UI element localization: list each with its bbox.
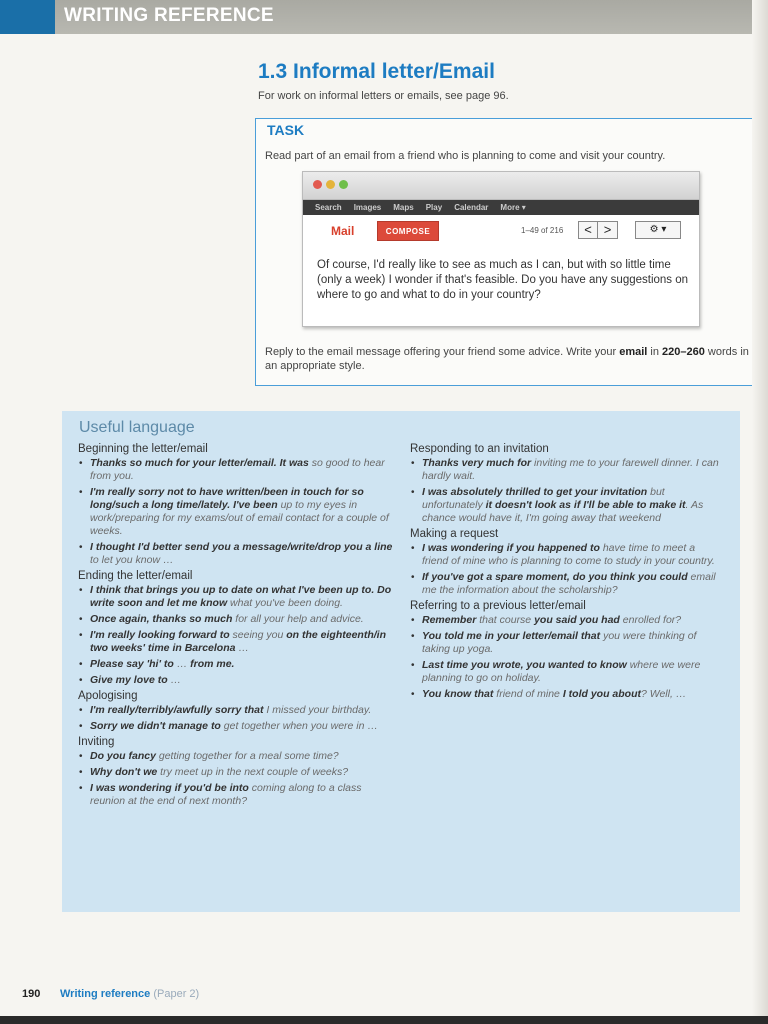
phrase-item: • I'm really sorry not to have written/been in touch for so long/such a long time/lately. I've been up to my eyes in work/preparing for my exams/out of email contact for a couple of weeks.	[78, 486, 398, 538]
phrase-item: • Last time you wrote, you wanted to know where we were planning to go on holiday.	[410, 659, 722, 685]
category-heading: Making a request	[410, 528, 499, 540]
phrase-item: • I was wondering if you'd be into coming along to a class reunion at the end of next month?	[78, 782, 398, 808]
minimize-dot-icon[interactable]	[326, 180, 335, 189]
phrase-item: • Once again, thanks so much for all your help and advice.	[78, 613, 398, 626]
phrase-item: • Do you fancy getting together for a meal some time?	[78, 750, 398, 763]
task-instruction: Read part of an email from a friend who is planning to come and visit your country.	[265, 150, 666, 162]
phrase-item: • I think that brings you up to date on what I've been up to. Do write soon and let me know what you've been doing.	[78, 584, 398, 610]
nav-play[interactable]: Play	[425, 203, 443, 212]
task-box	[255, 118, 768, 386]
phrase-item: • I'm really/terribly/awfully sorry that I missed your birthday.	[78, 704, 398, 717]
task-reply-instruction: Reply to the email message offering your friend some advice. Write your email in 220–260 words in an appropriate style.	[265, 346, 749, 372]
phrase-list	[78, 584, 398, 687]
phrase-item: • Remember that course you said you had enrolled for?	[410, 614, 722, 627]
settings-gear-icon[interactable]: ⚙ ▾	[635, 221, 681, 239]
phrase-item: • You know that friend of mine I told you about? Well, …	[410, 688, 722, 701]
category-heading: Ending the letter/email	[78, 570, 193, 582]
phrase-item: • I was wondering if you happened to have time to meet a friend of mine who is planning to come to study in your country.	[410, 542, 722, 568]
compose-button[interactable]: COMPOSE	[377, 221, 439, 241]
email-message-body: Of course, I'd really like to see as much as I can, but with so little time (only a week) I wonder if that's feasible. Do you have any suggestions on where to go and what to do in your country?	[317, 259, 689, 301]
phrase-item: • Why don't we try meet up in the next couple of weeks?	[78, 766, 398, 779]
phrase-list	[410, 542, 722, 597]
nav-search[interactable]: Search	[315, 203, 342, 212]
prev-page-icon[interactable]: <	[578, 221, 598, 239]
category-heading: Apologising	[78, 690, 138, 702]
pager	[578, 221, 618, 239]
footer-reference: Writing reference (Paper 2)	[60, 988, 200, 1000]
page-edge-shadow	[752, 0, 768, 1024]
page-number: 190	[22, 988, 41, 1000]
header-tab-accent	[0, 0, 55, 34]
phrase-item: • Thanks very much for inviting me to your farewell dinner. I can hardly wait.	[410, 457, 722, 483]
mail-toolbar	[303, 215, 699, 251]
maximize-dot-icon[interactable]	[339, 180, 348, 189]
header-title: WRITING REFERENCE	[64, 5, 274, 26]
mail-label[interactable]: Mail	[331, 224, 355, 238]
phrase-list	[78, 750, 398, 808]
phrase-item: • You told me in your letter/email that you were thinking of taking up yoga.	[410, 630, 722, 656]
email-window	[302, 171, 700, 327]
nav-calendar[interactable]: Calendar	[454, 203, 489, 212]
useful-language-title: Useful language	[79, 419, 195, 436]
nav-more[interactable]: More ▾	[500, 203, 526, 212]
nav-images[interactable]: Images	[353, 203, 382, 212]
section-note: For work on informal letters or emails, see page 96.	[258, 90, 509, 102]
phrase-item: • I thought I'd better send you a message/write/drop you a line to let you know …	[78, 541, 398, 567]
category-heading: Beginning the letter/email	[78, 443, 208, 455]
category-heading: Inviting	[78, 736, 115, 748]
category-heading: Referring to a previous letter/email	[410, 600, 586, 612]
useful-language-left-column	[78, 441, 398, 811]
phrase-item: • Sorry we didn't manage to get together when you were in …	[78, 720, 398, 733]
phrase-item: • I was absolutely thrilled to get your invitation but unfortunately it doesn't look as if I'll be able to make it. As chance would have it, I'm going away that weekend	[410, 486, 722, 525]
task-title: TASK	[267, 122, 305, 138]
useful-language-box	[62, 411, 740, 912]
page-count: 1–49 of 216	[521, 226, 564, 235]
phrase-list	[410, 614, 722, 701]
window-titlebar	[303, 172, 699, 200]
phrase-list	[78, 457, 398, 567]
close-dot-icon[interactable]	[313, 180, 322, 189]
phrase-item: • Thanks so much for your letter/email. It was so good to hear from you.	[78, 457, 398, 483]
phrase-item: • If you've got a spare moment, do you think you could email me the information about the scholarship?	[410, 571, 722, 597]
nav-maps[interactable]: Maps	[393, 203, 414, 212]
useful-language-right-column	[410, 441, 722, 704]
phrase-item: • I'm really looking forward to seeing you on the eighteenth/in two weeks' time in Barcelona …	[78, 629, 398, 655]
next-page-icon[interactable]: >	[598, 221, 618, 239]
section-title: 1.3 Informal letter/Email	[258, 60, 495, 83]
phrase-list	[78, 704, 398, 733]
top-nav-bar	[303, 200, 699, 215]
phrase-item: • Please say 'hi' to … from me.	[78, 658, 398, 671]
scan-bottom-edge	[0, 1016, 768, 1024]
category-heading: Responding to an invitation	[410, 443, 549, 455]
phrase-item: • Give my love to …	[78, 674, 398, 687]
phrase-list	[410, 457, 722, 525]
